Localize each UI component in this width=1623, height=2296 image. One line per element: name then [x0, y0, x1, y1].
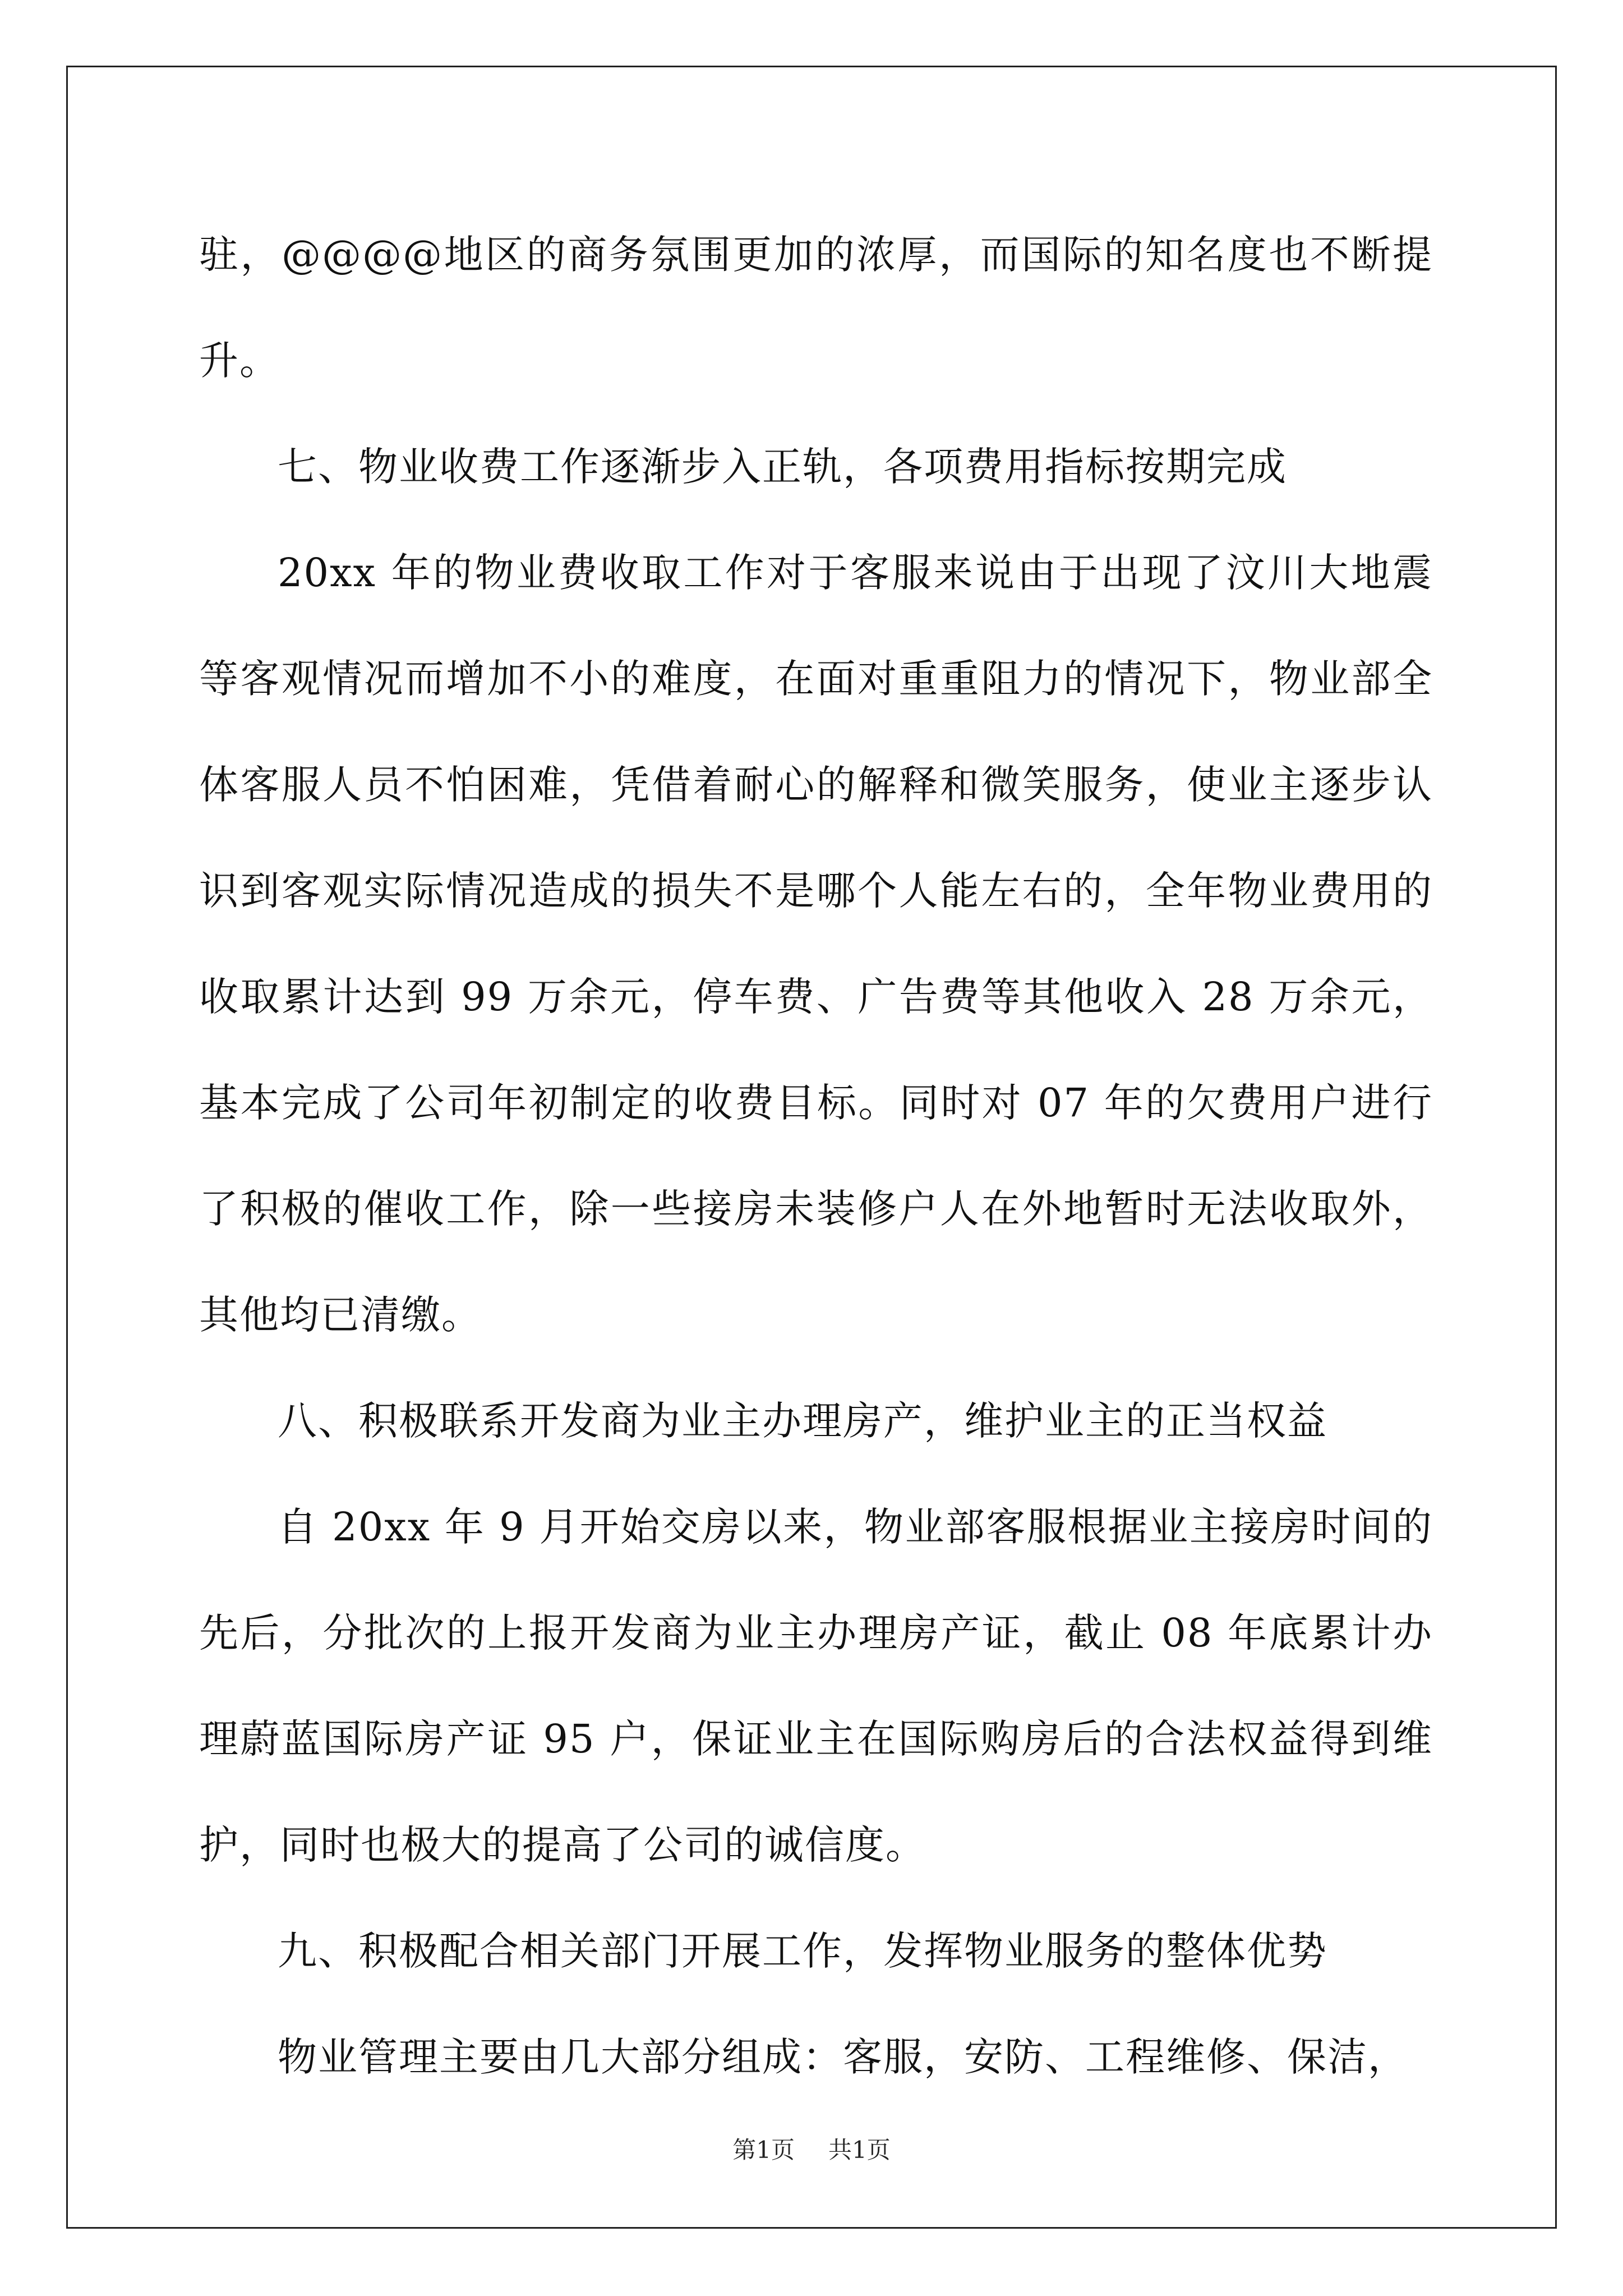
- section-heading-8: 八、积极联系开发商为业主办理房产，维护业主的正当权益: [278, 1398, 1327, 1444]
- section-heading-7: 七、物业收费工作逐渐步入正轨，各项费用指标按期完成: [278, 444, 1287, 490]
- page-footer: [0, 2132, 1623, 2165]
- paragraph-4: 物业管理主要由几大部分组成：客服，安防、工程维修、保洁，: [278, 2034, 1408, 2080]
- section-heading-9: 九、积极配合相关部门开展工作，发挥物业服务的整体优势: [278, 1928, 1327, 1974]
- paragraph-2: 20xx 年的物业费收取工作对于客服来说由于出现了汶川大地震等客观情况而增加不小的难度，在面对重重阻力的情况下，物业部全体客服人员不怕困难，凭借着耐心的解释和微笑服务，使业主逐步认识到客观实际情况造成的损失不是哪个人能左右的，全年物业费用的收取累计达到 99 万余元，停车费、广告费等其他收入 28 万余元，基本完成了公司年初制定的收费目标。同时对 07 年的欠费用户进行了积极的催收工作，除一些接房未装修户人在外地暂时无法收取外，其他均已清缴。: [199, 550, 1433, 1338]
- page-number: 第1页: [732, 2136, 795, 2164]
- document-body: [199, 202, 1433, 2110]
- page-total: 共1页: [828, 2136, 891, 2164]
- paragraph-1: 驻，@@@@地区的商务氛围更加的浓厚，而国际的知名度也不断提升。: [199, 232, 1433, 384]
- paragraph-3: 自 20xx 年 9 月开始交房以来，物业部客服根据业主接房时间的先后，分批次的上报开发商为业主办理房产证，截止 08 年底累计办理蔚蓝国际房产证 95 户，保证业主在国际购房后的合法权益得到维护，同时也极大的提高了公司的诚信度。: [199, 1504, 1433, 1868]
